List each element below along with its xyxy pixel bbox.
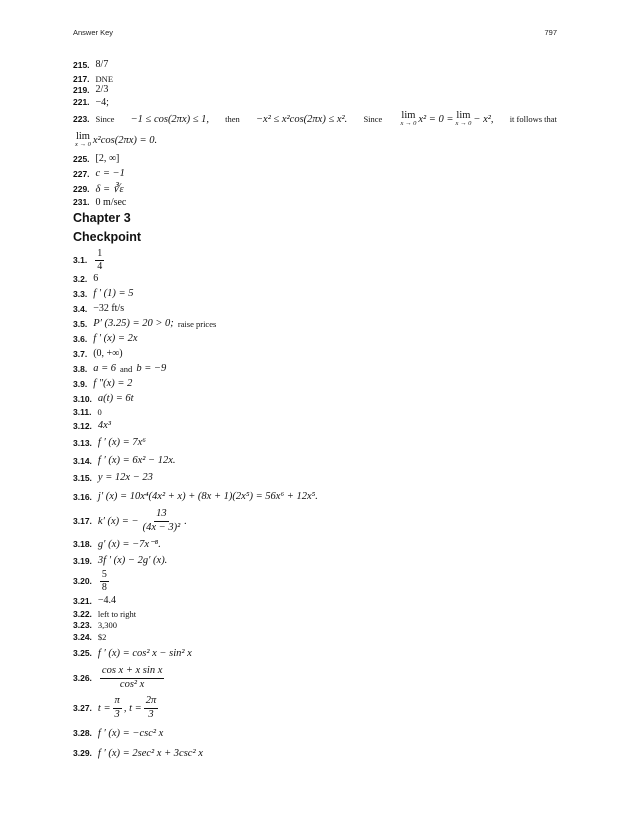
running-title: Answer Key: [73, 28, 114, 37]
answer-row: 3.17. k′ (x) = − $\frac{13}{\text{(4x − 3)²}}$ .: [73, 508, 187, 533]
answer-row: 3.8. a = 6 and b = −9: [73, 363, 167, 374]
answer-key-content: [73, 57, 557, 763]
answer-row: 3.6. f ′ (x) = 2x: [73, 333, 138, 344]
answer-row: 3.12. 4x³: [73, 420, 111, 431]
answer-row: 3.1. $\frac{1}{4}$: [73, 247, 103, 272]
answer-row: 3.20. $\frac{5}{8}$: [73, 568, 107, 593]
answer-row: 231. 0 m/sec: [73, 196, 127, 208]
answer-row: 3.4. −32 ft/s: [73, 303, 125, 314]
answer-row: 3.27. t = $\frac{\pi}{3}$ , t = $\frac{2\pi}{3}$: [73, 695, 157, 720]
answer-row: 3.28. f ′ (x) = −csc² x: [73, 727, 164, 739]
answer-row: 227. c = −1: [73, 168, 125, 179]
answer-row-223-cont: lim x → 0 x²cos(2πx) = 0.: [75, 130, 158, 148]
answer-row: 225. [2, ∞]: [73, 153, 120, 164]
answer-row: 3.13. f ′ (x) = 7x⁶: [73, 437, 146, 448]
page-number: 797: [544, 28, 557, 37]
answer-row: 3.14. f ′ (x) = 6x² − 12x.: [73, 455, 176, 466]
answer-row: 3.21. −4.4: [73, 595, 117, 606]
answer-row: 3.9. f ″(x) = 2: [73, 378, 133, 389]
answer-row: 3.2. 6: [73, 273, 99, 284]
answer-row: 3.23. 3,300: [73, 619, 118, 630]
answer-row: 3.10. a(t) = 6t: [73, 393, 134, 404]
answer-row: 217. DNE: [73, 74, 114, 84]
answer-row: 3.19. 3f ′ (x) − 2g′ (x).: [73, 555, 168, 566]
answer-row: 3.29. f ′ (x) = 2sec² x + 3csc² x: [73, 747, 203, 759]
answer-row: 3.15. y = 12x − 23: [73, 472, 153, 483]
answer-row: 229. δ = ∛ε: [73, 183, 124, 195]
answer-row: 3.11. 0: [73, 407, 102, 417]
answer-row: 3.16. j′ (x) = 10x⁴(4x² + x) + (8x + 1)(2x⁵) = 56x⁶ + 12x⁵.: [73, 491, 318, 502]
answer-row: 215. 8/7: [73, 59, 109, 70]
checkpoint-heading: Checkpoint: [73, 230, 142, 244]
answer-row: 3.18. g′ (x) = −7x⁻⁸.: [73, 538, 161, 550]
answer-row: 3.26. $\frac{\text{cos x + x sin x}}{\text{cos² x}}$: [73, 665, 163, 690]
answer-row: 3.5. P′ (3.25) = 20 > 0; raise prices: [73, 318, 217, 329]
page-header: [73, 28, 557, 40]
answer-row: 3.7. (0, +∞): [73, 348, 123, 359]
chapter-heading: Chapter 3: [73, 211, 131, 225]
answer-row: 221. −4;: [73, 96, 109, 108]
answer-row: 3.25. f ′ (x) = cos² x − sin² x: [73, 647, 192, 659]
answer-row-223: 223. Since −1 ≤ cos(2πx) ≤ 1, then −x² ≤ x²cos(2πx) ≤ x². Since lim x → 0 x² = 0 = lim x → 0 − x², it follows that: [73, 109, 557, 127]
answer-row: 3.24. $2: [73, 631, 107, 642]
answer-row: 3.22. left to right: [73, 608, 137, 619]
answer-row: 219. 2/3: [73, 84, 109, 95]
answer-row: 3.3. f ′ (1) = 5: [73, 288, 134, 299]
